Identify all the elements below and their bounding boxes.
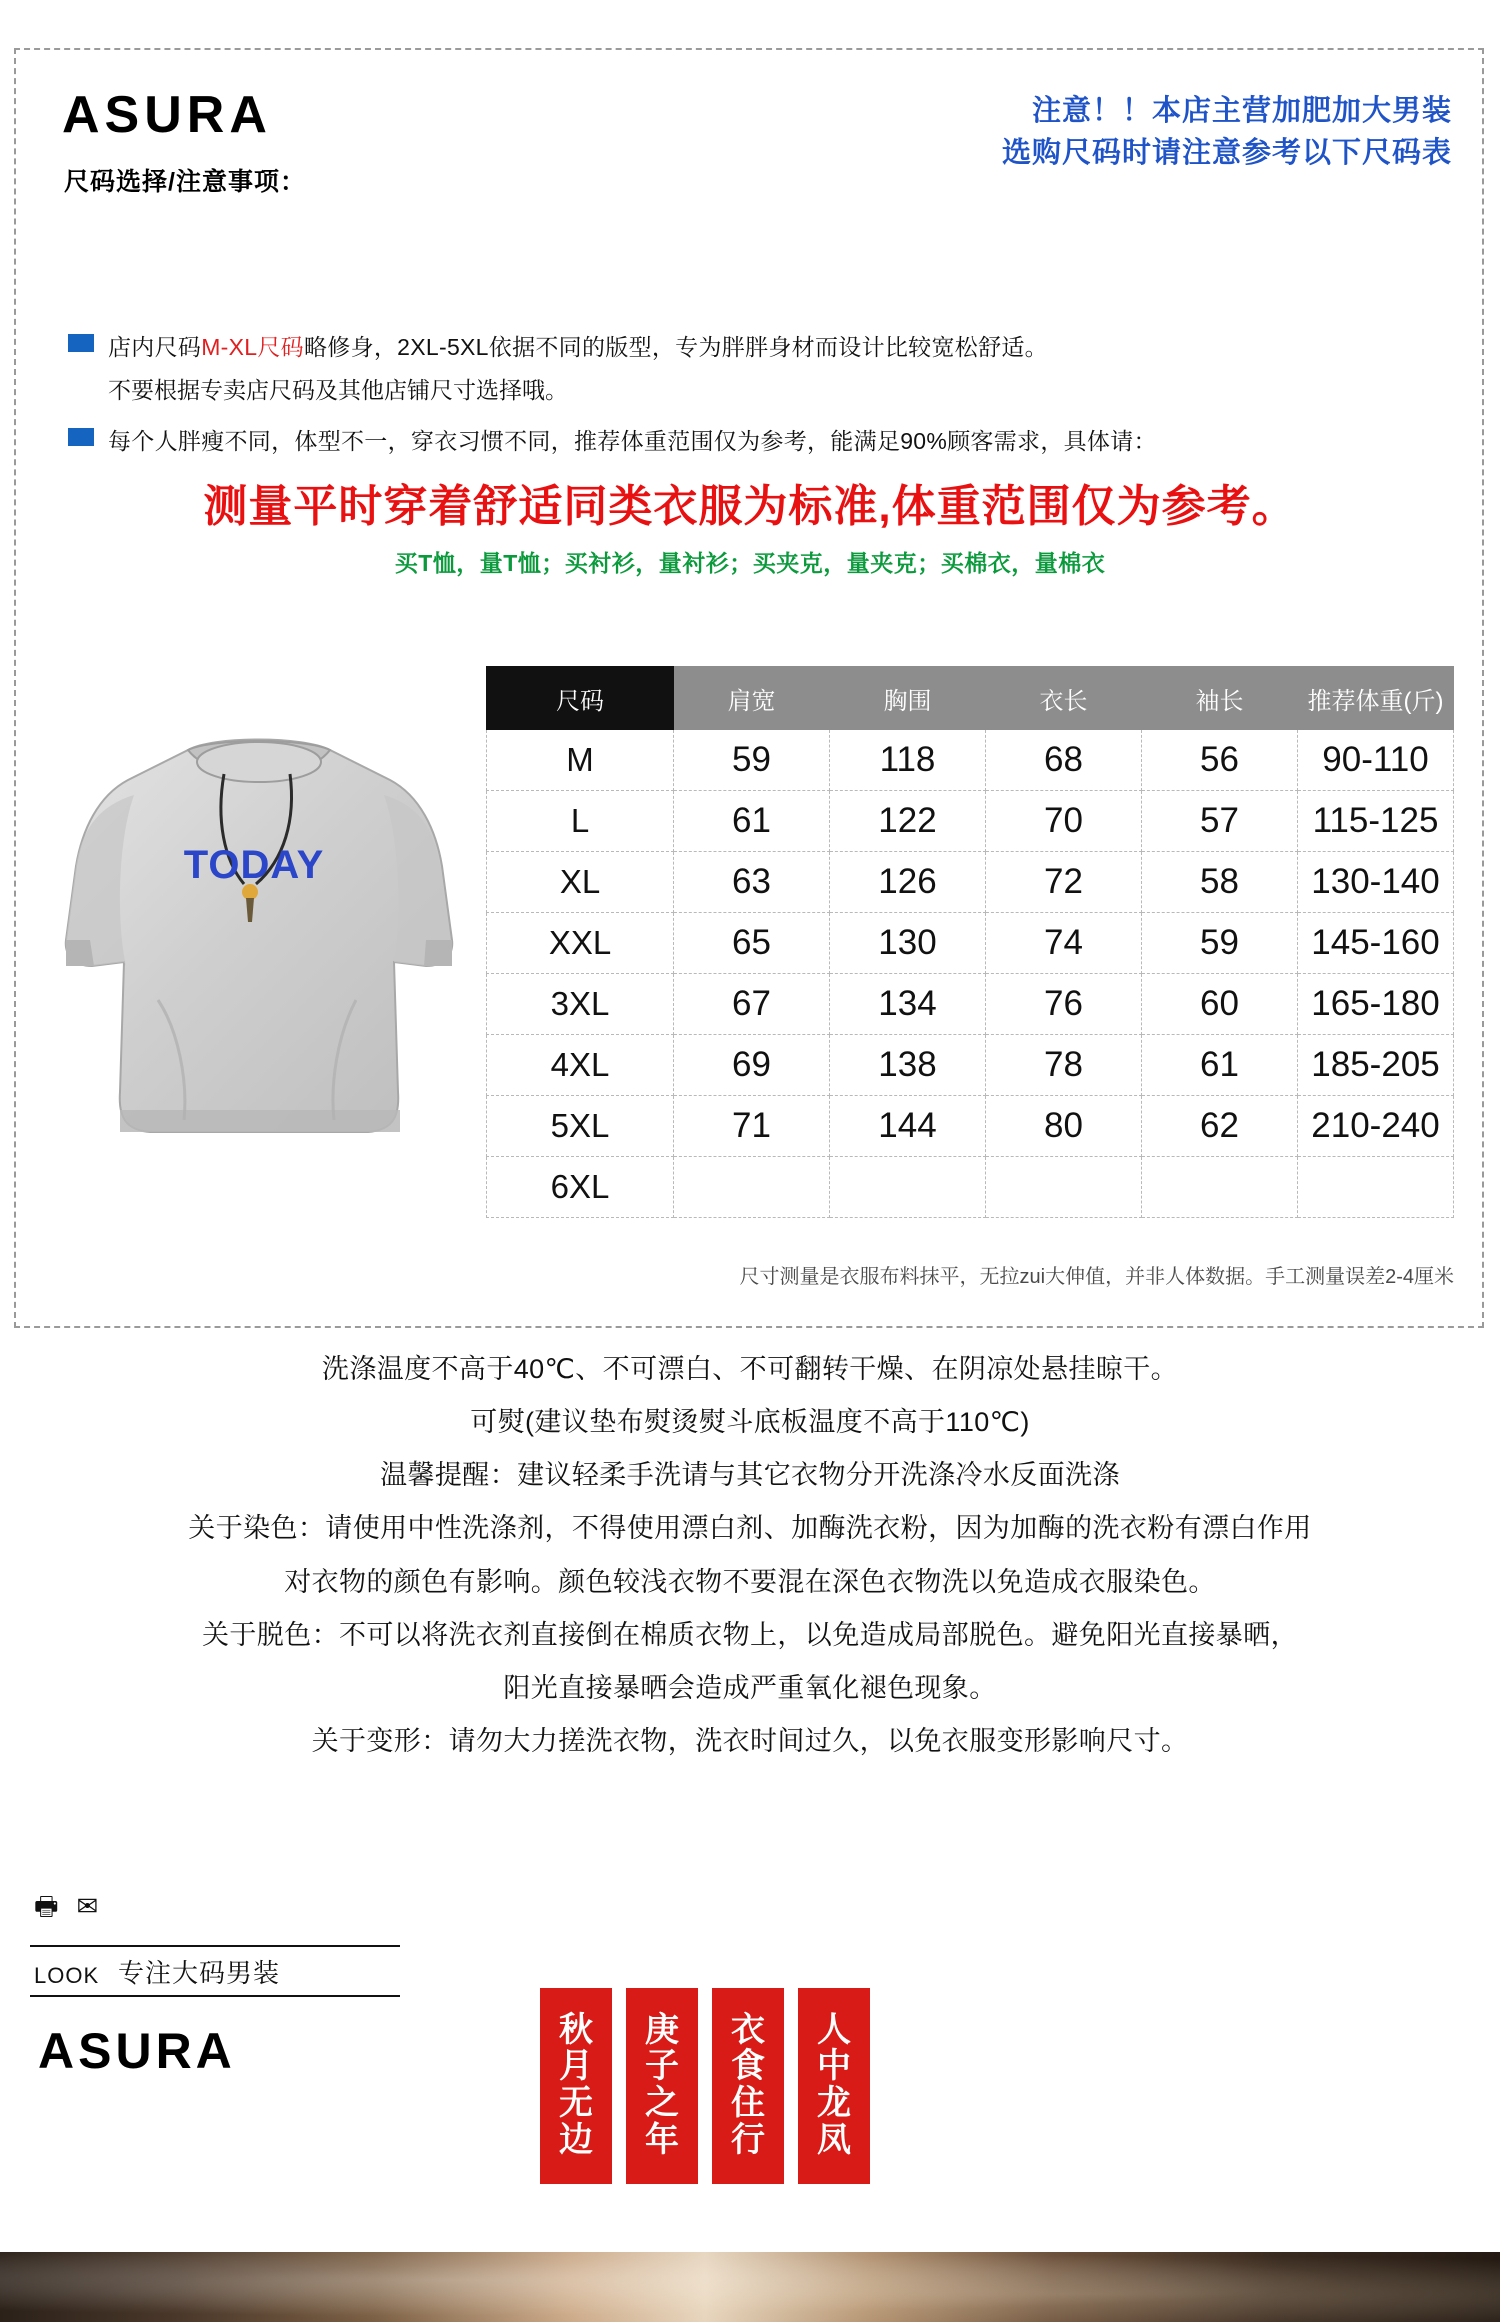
mail-icon: ✉ [76,1891,117,1921]
cell-shoulder: 61 [674,791,830,852]
emphasis-green-text: 买T恤，量T恤；买衬衫，量衬衫；买夹克，量夹克；买棉衣，量棉衣 [394,550,1106,576]
cell-sleeve: 62 [1142,1096,1298,1157]
table-row [487,852,1454,913]
cell-size: 6XL [487,1157,674,1218]
cell-sleeve: 56 [1142,730,1298,791]
cell-weight: 130-140 [1298,852,1454,913]
seal-2-char-2: 子 [645,2048,679,2086]
brand-logo-title: ASURA [62,86,272,144]
emphasis-red-text: 测量平时穿着舒适同类衣服为标准,体重范围仅为参考。 [203,482,1297,531]
table-row [487,791,1454,852]
cell-size: XXL [487,913,674,974]
cell-size: L [487,791,674,852]
seal-1-char-3: 无 [559,2085,593,2122]
seal-1-char-1: 秋 [559,2011,593,2049]
bullet-1-post: 略修身，2XL-5XL依据不同的版型，专为胖胖身材而设计比较宽松舒适。 [303,334,1048,360]
cell-chest: 118 [830,730,986,791]
seal-4-char-1: 人 [817,2011,851,2049]
cell-length [986,1157,1142,1218]
seal-2-char-4: 年 [645,2121,679,2159]
footer-icon-row [34,1888,116,1932]
cell-sleeve: 59 [1142,913,1298,974]
bottom-photo-strip [0,2252,1500,2322]
seal-4-char-2: 中 [817,2048,851,2086]
seal-1-char-2: 月 [559,2048,593,2086]
bullet-2-post: 每个人胖瘦不同，体型不一，穿衣习惯不同，推荐体重范围仅为参考，能满足90%顾客需求，具体请： [108,428,1157,454]
cell-sleeve: 61 [1142,1035,1298,1096]
product-photo [38,700,478,1220]
cell-sleeve [1142,1157,1298,1218]
table-row [487,1157,1454,1218]
seal-2-char-3: 之 [645,2085,679,2122]
table-row [487,1035,1454,1096]
bullet-1-highlight: M-XL尺码 [201,334,304,360]
cell-weight: 115-125 [1298,791,1454,852]
size-table-head [487,667,1454,730]
care-line-3: 温馨提醒：建议轻柔手洗请与其它衣物分开洗涤冷水反面洗涤 [380,1460,1120,1491]
look-tagline: 专注大码男装 [118,1958,281,1988]
bullet-1-line2: 不要根据专卖店尺码及其他店铺尺寸选择哦。 [108,376,568,403]
cell-chest: 122 [830,791,986,852]
cell-size: 5XL [487,1096,674,1157]
cell-chest: 130 [830,913,986,974]
cell-chest: 144 [830,1096,986,1157]
cell-size: XL [487,852,674,913]
cell-sleeve: 58 [1142,852,1298,913]
cell-sleeve: 60 [1142,974,1298,1035]
cell-chest: 138 [830,1035,986,1096]
table-row [487,1096,1454,1157]
cell-length: 76 [986,974,1142,1035]
cell-shoulder: 67 [674,974,830,1035]
seal-group [540,1988,870,2184]
bullet-item-1 [68,330,1408,405]
size-table-note: 尺寸测量是衣服布料抹平，无拉zui大伸值，并非人体数据。手工测量误差2-4厘米 [739,1266,1454,1288]
look-label: LOOK [34,1963,100,1988]
header-shoulder: 肩宽 [674,667,830,730]
size-table-body [487,730,1454,1218]
bullet-item-2 [68,424,1408,460]
bullet-1-pre: 店内尺码 [108,334,202,360]
care-line-1: 洗涤温度不高于40℃、不可漂白、不可翻转干燥、在阴凉处悬挂晾干。 [321,1354,1179,1384]
bullet-square-icon [68,428,94,446]
header-length: 衣长 [986,667,1142,730]
care-line-2: 可熨(建议垫布熨烫熨斗底板温度不高于110℃) [470,1407,1030,1438]
cell-sleeve: 57 [1142,791,1298,852]
care-line-6: 关于脱色：不可以将洗衣剂直接倒在棉质衣物上，以免造成局部脱色。避免阳光直接暴晒， [202,1619,1298,1650]
cell-length: 70 [986,791,1142,852]
table-row [487,974,1454,1035]
seal-4 [798,1988,870,2184]
cell-length: 78 [986,1035,1142,1096]
care-instructions [0,1350,1500,1775]
cell-shoulder: 69 [674,1035,830,1096]
size-table [486,666,1454,1218]
care-line-5: 对衣物的颜色有影响。颜色较浅衣物不要混在深色衣物洗以免造成衣服染色。 [284,1566,1216,1597]
cell-shoulder [674,1157,830,1218]
cell-weight: 90-110 [1298,730,1454,791]
cell-weight: 145-160 [1298,913,1454,974]
header-size: 尺码 [487,667,674,730]
care-line-7: 阳光直接暴晒会造成严重氧化褪色现象。 [503,1672,997,1703]
cell-chest: 126 [830,852,986,913]
header-sleeve: 袖长 [1142,667,1298,730]
cell-chest [830,1157,986,1218]
bottom-photo-overlay [0,2252,1500,2322]
header-weight: 推荐体重(斤) [1298,667,1454,730]
seal-3-char-4: 行 [731,2121,765,2159]
footer-brand-logo: ASURA [38,2023,236,2079]
seal-3-char-2: 食 [731,2048,765,2086]
care-line-4: 关于染色：请使用中性洗涤剂，不得使用漂白剂、加酶洗衣粉，因为加酶的洗衣粉有漂白作用 [188,1513,1312,1544]
cell-shoulder: 63 [674,852,830,913]
seal-4-char-4: 凤 [817,2121,851,2159]
cell-weight: 165-180 [1298,974,1454,1035]
cell-length: 80 [986,1096,1142,1157]
svg-text:TODAY: TODAY [183,843,325,887]
store-notice-line2: 选购尺码时请注意参考以下尺码表 [1001,137,1452,170]
cell-length: 68 [986,730,1142,791]
cell-weight: 210-240 [1298,1096,1454,1157]
seal-4-char-3: 龙 [817,2085,851,2122]
cell-size: M [487,730,674,791]
cell-weight: 185-205 [1298,1035,1454,1096]
table-row [487,730,1454,791]
cell-shoulder: 65 [674,913,830,974]
care-line-8: 关于变形：请勿大力搓洗衣物，洗衣时间过久，以免衣服变形影响尺寸。 [311,1725,1189,1756]
cell-size: 3XL [487,974,674,1035]
cell-length: 74 [986,913,1142,974]
bullet-square-icon [68,334,94,352]
brand-subtitle: 尺码选择/注意事项： [64,168,306,196]
printer-icon: 🖶 [34,1891,77,1921]
cell-weight [1298,1157,1454,1218]
seal-3 [712,1988,784,2184]
table-row [487,913,1454,974]
cell-chest: 134 [830,974,986,1035]
store-notice-line1: 注意！！本店主营加肥加大男装 [1031,95,1452,127]
sweatshirt-illustration [38,700,478,1200]
cell-size: 4XL [487,1035,674,1096]
seal-3-char-1: 衣 [731,2011,765,2049]
seal-1-char-4: 边 [559,2121,593,2159]
seal-3-char-3: 住 [731,2085,765,2122]
seal-1 [540,1988,612,2184]
store-notice [1002,90,1452,174]
cell-shoulder: 71 [674,1096,830,1157]
size-table-container [486,666,1454,1218]
size-table-header-row [487,667,1454,730]
seal-2-char-1: 庚 [645,2011,679,2049]
seal-2 [626,1988,698,2184]
cell-length: 72 [986,852,1142,913]
cell-shoulder: 59 [674,730,830,791]
header-chest: 胸围 [830,667,986,730]
